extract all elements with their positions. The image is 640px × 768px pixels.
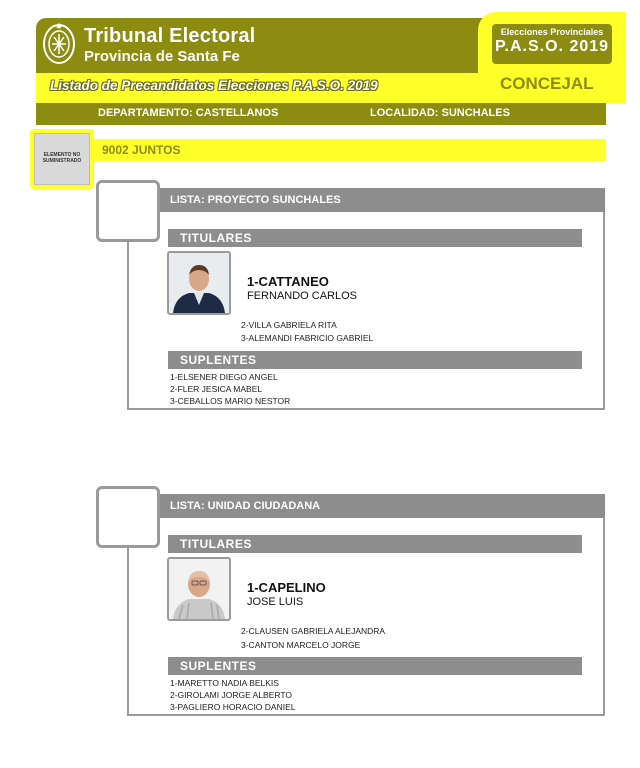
- election-badge: [492, 24, 612, 64]
- province-subtitle: Provincia de Santa Fe: [84, 48, 240, 65]
- candidate-portrait-icon: [169, 559, 229, 619]
- suplente-item: 2-GIROLAMI JORGE ALBERTO: [170, 690, 293, 700]
- titular-item: 2-VILLA GABRIELA RITA: [241, 320, 337, 330]
- titular-item: 3-ALEMANDI FABRICIO GABRIEL: [241, 333, 374, 343]
- suplente-item: 1-ELSENER DIEGO ANGEL: [170, 372, 278, 382]
- localidad-label: LOCALIDAD: SUNCHALES: [370, 107, 510, 119]
- tribunal-title: Tribunal Electoral: [84, 25, 256, 47]
- list-logo-frame: [96, 180, 160, 242]
- category-label: CONCEJAL: [500, 74, 594, 93]
- candidate-portrait-icon: [169, 253, 229, 313]
- listing-title: Listado de Precandidatos Elecciones P.A.S.O. 2019: [50, 78, 378, 93]
- head-candidate-firstname: JOSE LUIS: [247, 596, 304, 608]
- departamento-label: DEPARTAMENTO: CASTELLANOS: [98, 107, 279, 119]
- suplente-item: 3-PAGLIERO HORACIO DANIEL: [170, 702, 296, 712]
- head-candidate-surname: 1-CATTANEO: [247, 274, 329, 289]
- titular-item: 3-CANTON MARCELO JORGE: [241, 640, 361, 650]
- candidate-photo: [167, 251, 231, 315]
- candidate-photo: [167, 557, 231, 621]
- province-shield-icon: [42, 22, 76, 66]
- head-candidate-surname: 1-CAPELINO: [247, 580, 326, 595]
- suplente-item: 2-FLER JESICA MABEL: [170, 384, 263, 394]
- suplentes-label: SUPLENTES: [180, 353, 257, 367]
- titulares-label: TITULARES: [180, 231, 252, 245]
- suplente-item: 1-MARETTO NADIA BELKIS: [170, 678, 279, 688]
- badge-main-text: P.A.S.O. 2019: [494, 38, 610, 55]
- list-name: LISTA: PROYECTO SUNCHALES: [170, 194, 341, 206]
- party-name: 9002 JUNTOS: [102, 143, 181, 157]
- head-candidate-firstname: FERNANDO CARLOS: [247, 290, 358, 302]
- suplente-item: 3-CEBALLOS MARIO NESTOR: [170, 396, 291, 406]
- suplentes-label: SUPLENTES: [180, 659, 257, 673]
- party-logo-placeholder: ELEMENTO NO SUMINISTRADO: [34, 133, 90, 185]
- list-name: LISTA: UNIDAD CIUDADANA: [170, 500, 321, 512]
- badge-top-text: Elecciones Provinciales: [500, 27, 604, 37]
- titular-item: 2-CLAUSEN GABRIELA ALEJANDRA: [241, 626, 386, 636]
- list-logo-frame: [96, 486, 160, 548]
- titulares-label: TITULARES: [180, 537, 252, 551]
